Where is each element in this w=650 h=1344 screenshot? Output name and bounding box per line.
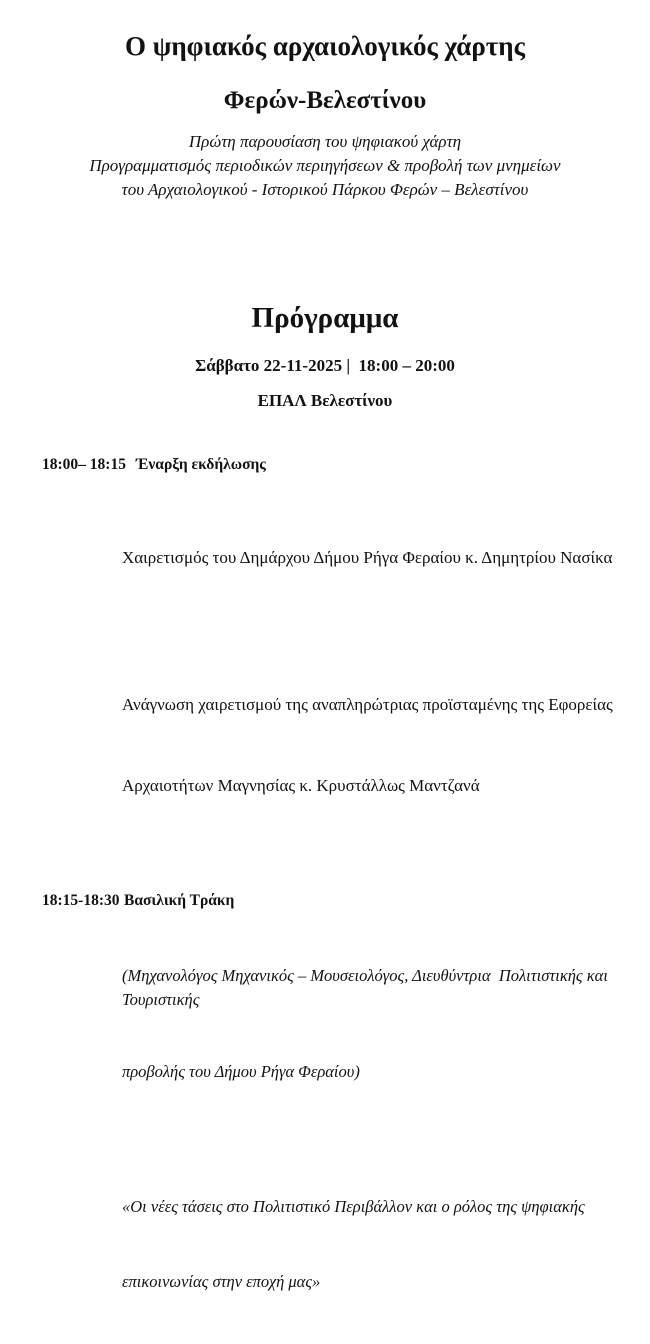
paragraph-line: Χαιρετισμός του Δημάρχου Δήμου Ρήγα Φεραίου κ. Δημητρίου Νασίκα: [122, 548, 613, 567]
speaker-name: Βασιλική Τράκη: [124, 892, 235, 909]
event-title-line1: Ο ψηφιακός αρχαιολογικός χάρτης: [125, 31, 525, 61]
entry-body: [122, 916, 630, 1344]
entry-head: [42, 890, 630, 912]
program-heading: Πρόγραμμα: [251, 302, 399, 334]
paragraph-line: «Οι νέες τάσεις στο Πολιτιστικό Περιβάλλον και ο ρόλος της ψηφιακής: [122, 1197, 585, 1216]
talk-title: [122, 1144, 630, 1344]
paragraph-line: (Μηχανολόγος Μηχανικός – Μουσειολόγος, Διευθύντρια Πολιτιστικής και Τουριστικής: [122, 966, 613, 1009]
entry-body: [122, 490, 630, 853]
paragraph-line: Ανάγνωση χαιρετισμού της αναπληρώτριας προϊσταμένης της Εφορείας: [122, 695, 613, 714]
subtitle-line-1: Πρώτη παρουσίαση του ψηφιακού χάρτη: [188, 132, 462, 151]
entry-head: [42, 454, 630, 476]
paragraph-line: Αρχαιοτήτων Μαγνησίας κ. Κρυστάλλως Μαντζανά: [122, 776, 480, 795]
speaker-role: [122, 916, 630, 1132]
subtitle-line-2: Προγραμματισμός περιοδικών περιηγήσεων & προβολή των μνημείων: [89, 156, 561, 175]
schedule: [0, 454, 650, 1344]
paragraph-line: προβολής του Δήμου Ρήγα Φεραίου): [122, 1062, 360, 1081]
entry-paragraph: [122, 637, 630, 853]
entry-title: Έναρξη εκδήλωσης: [136, 456, 266, 473]
event-datetime: Σάββατο 22-11-2025 | 18:00 – 20:00: [195, 356, 455, 375]
event-subtitle: [0, 130, 650, 202]
event-venue: ΕΠΑΛ Βελεστίνου: [257, 391, 393, 410]
paragraph-line: επικοινωνίας στην εποχή μας»: [122, 1272, 321, 1291]
schedule-entry-opening: [42, 454, 630, 853]
entry-time: 18:00– 18:15: [42, 456, 126, 473]
subtitle-line-3: του Αρχαιολογικού - Ιστορικού Πάρκου Φερών – Βελεστίνου: [121, 180, 529, 199]
schedule-entry-speaker: [42, 890, 630, 1344]
event-title-line2: Φερών-Βελεστίνου: [223, 87, 427, 114]
entry-paragraph: [122, 490, 630, 625]
document-header: [0, 30, 650, 202]
entry-time: 18:15-18:30: [42, 892, 120, 909]
